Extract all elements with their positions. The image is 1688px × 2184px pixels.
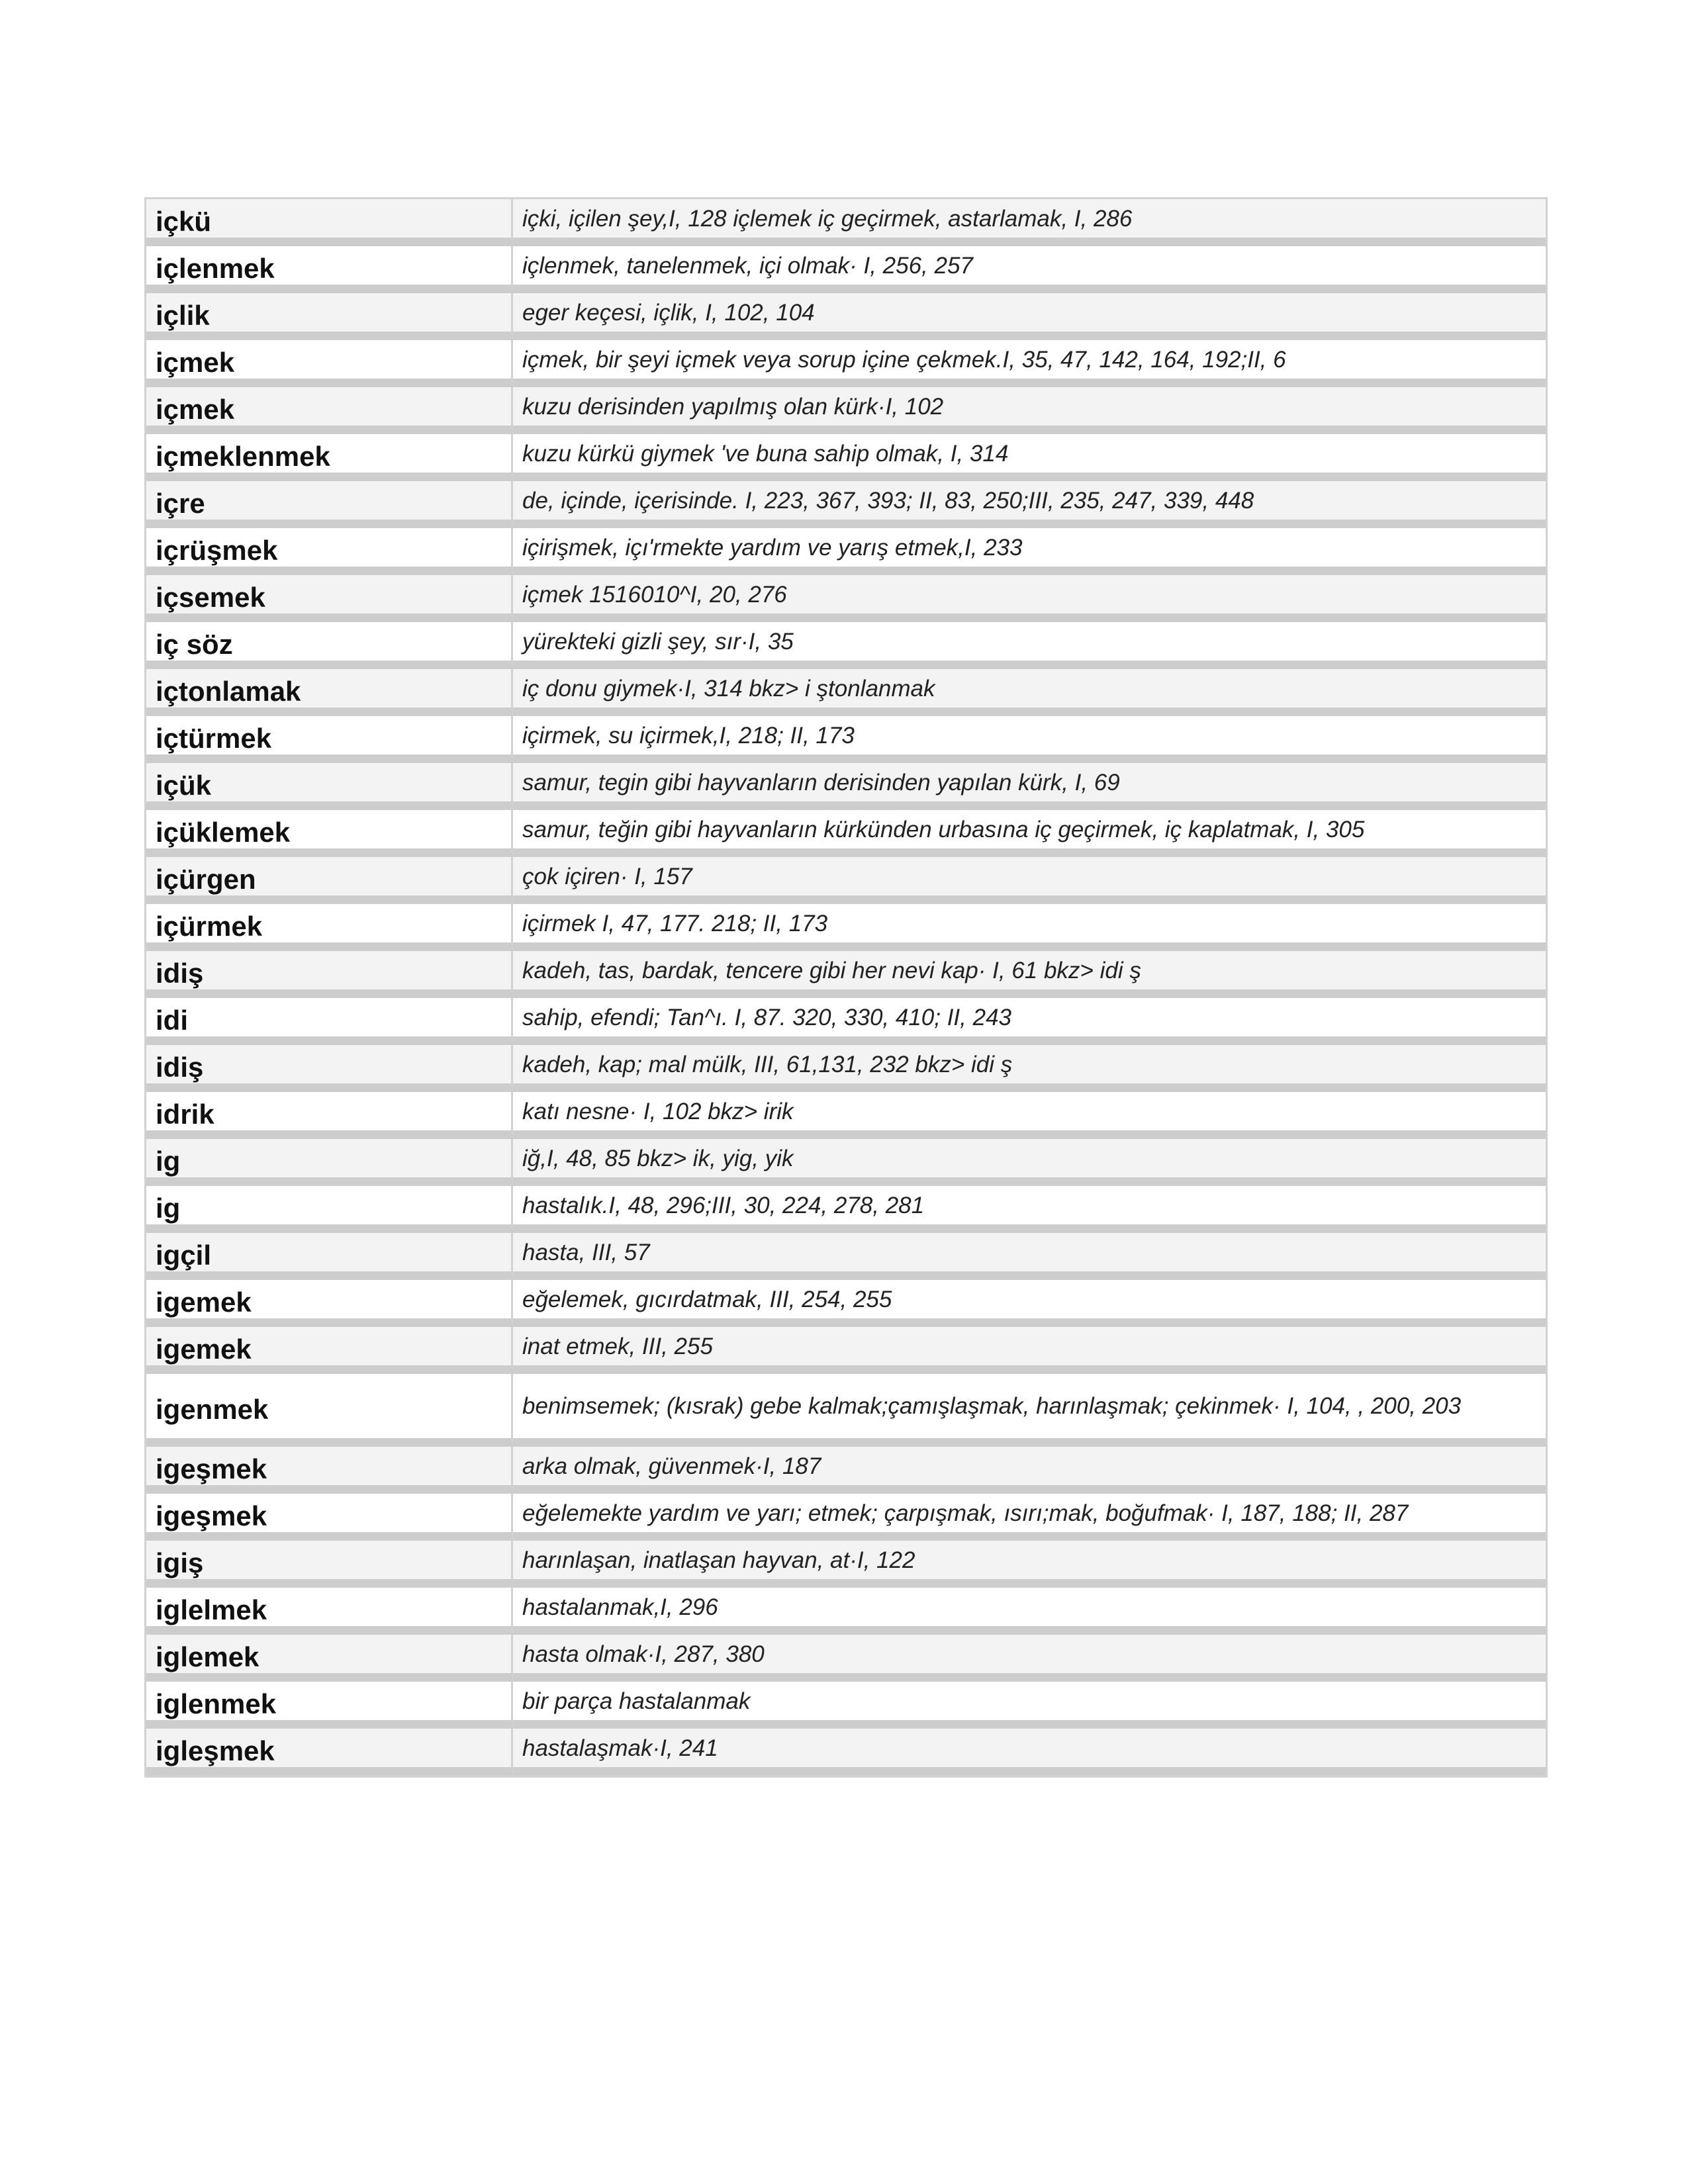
table-row [146,1541,1546,1588]
entry-term: içtonlamak [146,669,513,716]
entry-definition: hastalaşmak·I, 241 [513,1729,1546,1776]
entry-term: içsemek [146,575,513,622]
entry-definition: kadeh, kap; mal mülk, III, 61,131, 232 bkz> idi ş [513,1045,1546,1092]
table-row [146,1494,1546,1541]
table-row [146,293,1546,340]
entry-definition: de, içinde, içerisinde. I, 223, 367, 393; II, 83, 250;III, 235, 247, 339, 448 [513,481,1546,528]
entry-term: igeşmek [146,1447,513,1494]
entry-term: içmek [146,340,513,387]
entry-definition: eğelemekte yardım ve yarı; etmek; çarpışmak, ısırı;mak, boğufmak· I, 187, 188; II, 287 [513,1494,1546,1541]
entry-term: iglelmek [146,1588,513,1635]
entry-definition: inat etmek, III, 255 [513,1327,1546,1374]
table-row [146,481,1546,528]
entry-term: igemek [146,1327,513,1374]
entry-definition: samur, tegin gibi hayvanların derisinden yapılan kürk, I, 69 [513,763,1546,810]
table-row [146,528,1546,575]
entry-term: içmeklenmek [146,434,513,481]
table-row [146,575,1546,622]
entry-term: içrüşmek [146,528,513,575]
table-row [146,716,1546,763]
entry-definition: içki, içilen şey,I, 128 içlemek iç geçirmek, astarlamak, I, 286 [513,199,1546,246]
entry-definition: içirmek I, 47, 177. 218; II, 173 [513,904,1546,951]
entry-definition: çok içiren· I, 157 [513,857,1546,904]
entry-definition: hastalık.I, 48, 296;III, 30, 224, 278, 281 [513,1186,1546,1233]
table-row [146,340,1546,387]
entry-term: idiş [146,951,513,998]
entry-definition: içirmek, su içirmek,I, 218; II, 173 [513,716,1546,763]
entry-definition: arka olmak, güvenmek·I, 187 [513,1447,1546,1494]
table-row [146,1588,1546,1635]
table-row [146,1045,1546,1092]
entry-term: iç söz [146,622,513,669]
table-row [146,810,1546,857]
entry-definition: içmek, bir şeyi içmek veya sorup içine çekmek.I, 35, 47, 142, 164, 192;II, 6 [513,340,1546,387]
table-row [146,904,1546,951]
table-row [146,434,1546,481]
table-row [146,1374,1546,1447]
entry-definition: içlenmek, tanelenmek, içi olmak· I, 256, 257 [513,246,1546,293]
entry-definition: harınlaşan, inatlaşan hayvan, at·I, 122 [513,1541,1546,1588]
entry-term: igeşmek [146,1494,513,1541]
entry-definition: iç donu giymek·I, 314 bkz> i ştonlanmak [513,669,1546,716]
table-row [146,669,1546,716]
table-row [146,622,1546,669]
entry-definition: kadeh, tas, bardak, tencere gibi her nevi kap· I, 61 bkz> idi ş [513,951,1546,998]
entry-term: içkü [146,199,513,246]
table-row [146,1186,1546,1233]
entry-term: içtürmek [146,716,513,763]
entry-term: içre [146,481,513,528]
entry-term: ig [146,1139,513,1186]
table-row [146,1635,1546,1682]
table-row [146,951,1546,998]
entry-term: idrik [146,1092,513,1139]
dictionary-table [144,197,1548,1778]
entry-definition: kuzu kürkü giymek 've buna sahip olmak, I, 314 [513,434,1546,481]
entry-term: igçil [146,1233,513,1280]
entry-definition: sahip, efendi; Tan^ı. I, 87. 320, 330, 410; II, 243 [513,998,1546,1045]
table-row [146,1682,1546,1729]
entry-definition: hasta, III, 57 [513,1233,1546,1280]
entry-definition: katı nesne· I, 102 bkz> irik [513,1092,1546,1139]
entry-term: idiş [146,1045,513,1092]
table-row [146,199,1546,246]
entry-definition: eger keçesi, içlik, I, 102, 104 [513,293,1546,340]
entry-definition: bir parça hastalanmak [513,1682,1546,1729]
entry-definition: eğelemek, gıcırdatmak, III, 254, 255 [513,1280,1546,1327]
entry-term: igenmek [146,1374,513,1447]
table-row [146,1280,1546,1327]
table-row [146,246,1546,293]
entry-definition: samur, teğin gibi hayvanların kürkünden urbasına iç geçirmek, iç kaplatmak, I, 305 [513,810,1546,857]
entry-definition: içmek 1516010^I, 20, 276 [513,575,1546,622]
entry-term: içürgen [146,857,513,904]
entry-term: içlenmek [146,246,513,293]
entry-term: içmek [146,387,513,434]
entry-term: içlik [146,293,513,340]
entry-term: ig [146,1186,513,1233]
table-row [146,763,1546,810]
entry-definition: kuzu derisinden yapılmış olan kürk·I, 102 [513,387,1546,434]
entry-term: iglemek [146,1635,513,1682]
table-row [146,998,1546,1045]
entry-term: igemek [146,1280,513,1327]
table-row [146,1729,1546,1776]
entry-term: iglenmek [146,1682,513,1729]
table-row [146,1327,1546,1374]
entry-term: idi [146,998,513,1045]
table-row [146,1139,1546,1186]
entry-definition: yürekteki gizli şey, sır·I, 35 [513,622,1546,669]
entry-term: içürmek [146,904,513,951]
table-row [146,857,1546,904]
table-row [146,1233,1546,1280]
entry-definition: benimsemek; (kısrak) gebe kalmak;çamışlaşmak, harınlaşmak; çekinmek· I, 104, , 200, 203 [513,1374,1546,1447]
entry-term: içüklemek [146,810,513,857]
entry-definition: hasta olmak·I, 287, 380 [513,1635,1546,1682]
entry-definition: içirişmek, içı'rmekte yardım ve yarış etmek,I, 233 [513,528,1546,575]
entry-term: içük [146,763,513,810]
table-row [146,1447,1546,1494]
entry-term: igleşmek [146,1729,513,1776]
table-row [146,1092,1546,1139]
table-row [146,387,1546,434]
entry-term: igiş [146,1541,513,1588]
entry-definition: hastalanmak,I, 296 [513,1588,1546,1635]
entry-definition: iğ,I, 48, 85 bkz> ik, yig, yik [513,1139,1546,1186]
